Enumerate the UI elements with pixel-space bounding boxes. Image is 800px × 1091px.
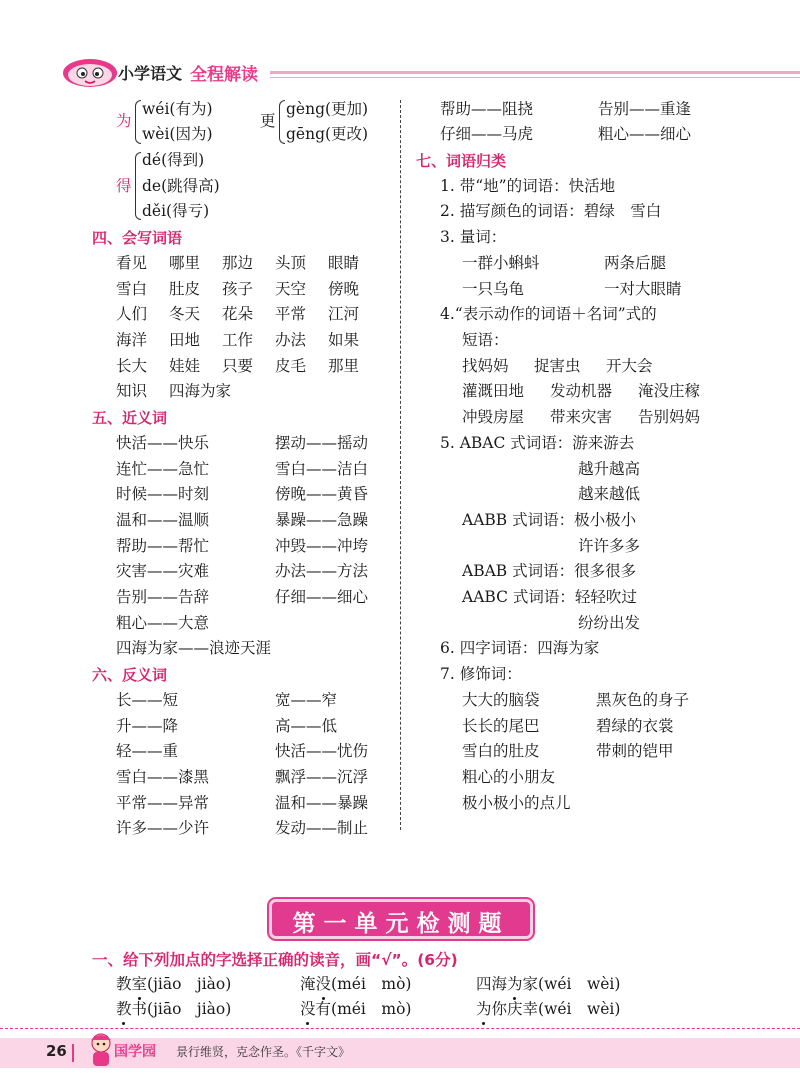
word-pair: 粗心——大意 (116, 614, 210, 632)
polyphone-reading: wèi(因为) (142, 125, 213, 143)
word-pair: 升——降 (116, 717, 179, 735)
word-pair: 轻——重 (116, 742, 179, 760)
category-item: 2. 描写颜色的词语：碧绿 雪白 (440, 202, 662, 220)
word: 带来灾害 (550, 408, 613, 426)
dotted-char: 没 (300, 1000, 316, 1018)
footer-quote: 景行维贤，克念作圣。《千字文》 (176, 1045, 351, 1059)
word: 告别妈妈 (638, 408, 701, 426)
item-lead: 四海 (476, 975, 508, 993)
word: 越来越低 (578, 485, 641, 503)
polyphone-char: 得 (116, 177, 132, 195)
word-pair: 雪白——漆黑 (116, 768, 210, 786)
footer-rule (0, 1028, 800, 1029)
word: 肚皮 (169, 280, 201, 298)
brace (135, 152, 141, 220)
mascot-icon (60, 55, 120, 89)
word: 发动机器 (550, 382, 613, 400)
category-item: 3. 量词： (440, 228, 507, 246)
polyphone-char: 为 (116, 112, 132, 130)
polyphone-char: 更 (260, 112, 276, 130)
word-pair: 暴躁——急躁 (275, 511, 369, 529)
question-item (300, 999, 411, 1019)
word-pair: 仔细——马虎 (440, 125, 534, 143)
word: 海洋 (116, 331, 148, 349)
word: 长长的尾巴 (462, 717, 540, 735)
page-separator (72, 1044, 74, 1062)
word: 只要 (222, 357, 254, 375)
word: 雪白 (116, 280, 148, 298)
word-pair: 冲毁——冲垮 (275, 537, 369, 555)
word-pair: 宽——窄 (275, 691, 338, 709)
word: 孩子 (222, 280, 254, 298)
header (60, 55, 800, 89)
question-item (476, 999, 620, 1019)
word: 雪白的肚皮 (462, 742, 540, 760)
word-pair: 高——低 (275, 717, 338, 735)
word: 四海为家 (169, 382, 232, 400)
word: 碧绿的衣裳 (596, 717, 674, 735)
category-item: 短语： (462, 331, 509, 349)
word-pair: 时候——时刻 (116, 485, 210, 503)
category-item: 6. 四字词语：四海为家 (440, 639, 600, 657)
word-pair: 告别——告辞 (116, 588, 210, 606)
header-rule (270, 71, 800, 74)
word: 眼睛 (328, 254, 360, 272)
word: 冲毁房屋 (462, 408, 525, 426)
brace (279, 100, 285, 144)
word-pair: 雪白——洁白 (275, 460, 369, 478)
item-rest: 家(wéi wèi) (522, 975, 621, 993)
header-rule-thin (270, 77, 800, 78)
section-heading: 五、近义词 (92, 409, 168, 427)
word: 皮毛 (275, 357, 307, 375)
polyphone-reading: dé(得到) (142, 151, 205, 169)
word: 捉害虫 (534, 357, 581, 375)
word: 如果 (328, 331, 360, 349)
word: 开大会 (606, 357, 653, 375)
item-rest: (méi mò) (331, 975, 412, 993)
word: 长大 (116, 357, 148, 375)
word: 看见 (116, 254, 148, 272)
word: 一只乌龟 (462, 280, 525, 298)
word-pair: 四海为家——浪迹天涯 (116, 639, 272, 657)
word: 花朵 (222, 305, 254, 323)
word: 工作 (222, 331, 254, 349)
word: 大大的脑袋 (462, 691, 540, 709)
word: 纷纷出发 (578, 614, 641, 632)
item-lead: 淹 (300, 975, 316, 993)
word-pair: 傍晚——黄昏 (275, 485, 369, 503)
polyphone-reading: wéi(有为) (142, 100, 213, 118)
word-pair: 飘浮——沉浮 (275, 768, 369, 786)
category-item: 5. ABAC 式词语：游来游去 (440, 434, 635, 452)
word-pair: 摆动——摇动 (275, 434, 369, 452)
word: 人们 (116, 305, 148, 323)
column-divider (400, 100, 401, 830)
word: 一对大眼睛 (604, 280, 682, 298)
series-title: 小学语文 (118, 64, 183, 83)
polyphone-reading: de(跳得高) (142, 177, 220, 195)
word: 一群小蝌蚪 (462, 254, 540, 272)
word-pair: 连忙——急忙 (116, 460, 210, 478)
word-pair: 仔细——细心 (275, 588, 369, 606)
word: 粗心的小朋友 (462, 768, 556, 786)
word-pair: 告别——重逢 (598, 100, 692, 118)
word: 天空 (275, 280, 307, 298)
word: 找妈妈 (462, 357, 509, 375)
question-item (116, 974, 231, 994)
word: 黑灰色的身子 (596, 691, 690, 709)
word-pair: 长——短 (116, 691, 179, 709)
word: 极小极小的点儿 (462, 794, 571, 812)
word-pair: 帮助——帮忙 (116, 537, 210, 555)
word: 知识 (116, 382, 148, 400)
word: 带刺的铠甲 (596, 742, 674, 760)
word: 田地 (169, 331, 201, 349)
dotted-char: 教 (116, 1000, 132, 1018)
brace (135, 100, 141, 144)
word: 那里 (328, 357, 360, 375)
dotted-char: 为 (476, 1000, 492, 1018)
polyphone-reading: gèng(更加) (286, 100, 369, 118)
word-pair: 平常——异常 (116, 794, 210, 812)
word-pair: 办法——方法 (275, 562, 369, 580)
unit-test-banner (272, 902, 530, 936)
polyphone-reading: děi(得亏) (142, 202, 210, 220)
word-pair: 帮助——阻挠 (440, 100, 534, 118)
word: 江河 (328, 305, 360, 323)
word: 平常 (275, 305, 307, 323)
word: 越升越高 (578, 460, 641, 478)
word-pair: 发动——制止 (275, 819, 369, 837)
item-rest: 书(jiāo jiào) (131, 1000, 232, 1018)
item-lead: 教 (116, 975, 132, 993)
unit-test-title: 第一单元检测题 (292, 911, 510, 937)
category-item: ABAB 式词语：很多很多 (462, 562, 637, 580)
dotted-char: 室 (131, 975, 148, 993)
polyphone-reading: gēng(更改) (286, 125, 369, 143)
item-rest: 你庆幸(wéi wèi) (491, 1000, 621, 1018)
category-item: AABC 式词语：轻轻吹过 (462, 588, 637, 606)
question-item (300, 974, 411, 994)
dotted-char: 没 (315, 975, 332, 993)
word-pair: 温和——暴躁 (275, 794, 369, 812)
category-item: 7. 修饰词： (440, 665, 522, 683)
question-item (116, 999, 231, 1019)
question-title: 一、给下列加点的字选择正确的读音，画“√”。(6分) (92, 951, 458, 969)
word: 两条后腿 (604, 254, 667, 272)
item-rest: (jiāo jiào) (147, 975, 232, 993)
series-subtitle: 全程解读 (190, 65, 258, 85)
word: 头顶 (275, 254, 307, 272)
word: 哪里 (169, 254, 201, 272)
word-pair: 许多——少许 (116, 819, 210, 837)
word: 那边 (222, 254, 254, 272)
page-number: 26 (46, 1042, 67, 1060)
word-pair: 温和——温顺 (116, 511, 210, 529)
section-heading: 六、反义词 (92, 666, 168, 684)
section-heading: 七、词语归类 (416, 152, 507, 170)
category-item: AABB 式词语：极小极小 (462, 511, 637, 529)
word: 淹没庄稼 (638, 382, 701, 400)
word: 冬天 (169, 305, 201, 323)
item-rest: 有(méi mò) (315, 1000, 412, 1018)
category-item: 1. 带“地”的词语：快活地 (440, 177, 616, 195)
footer-tag: 国学园 (114, 1044, 156, 1060)
word-pair: 粗心——细心 (598, 125, 692, 143)
scholar-icon (88, 1032, 114, 1068)
word-pair: 快活——快乐 (116, 434, 210, 452)
word-pair: 快活——忧伤 (275, 742, 369, 760)
word: 许许多多 (578, 537, 641, 555)
word: 娃娃 (169, 357, 201, 375)
section-heading: 四、会写词语 (92, 229, 183, 247)
dotted-char: 为 (507, 975, 523, 993)
word-pair: 灾害——灾难 (116, 562, 210, 580)
word: 灌溉田地 (462, 382, 525, 400)
question-item (476, 974, 620, 994)
word: 傍晚 (328, 280, 360, 298)
category-item: 4.“表示动作的词语＋名词”式的 (440, 305, 657, 323)
word: 办法 (275, 331, 307, 349)
